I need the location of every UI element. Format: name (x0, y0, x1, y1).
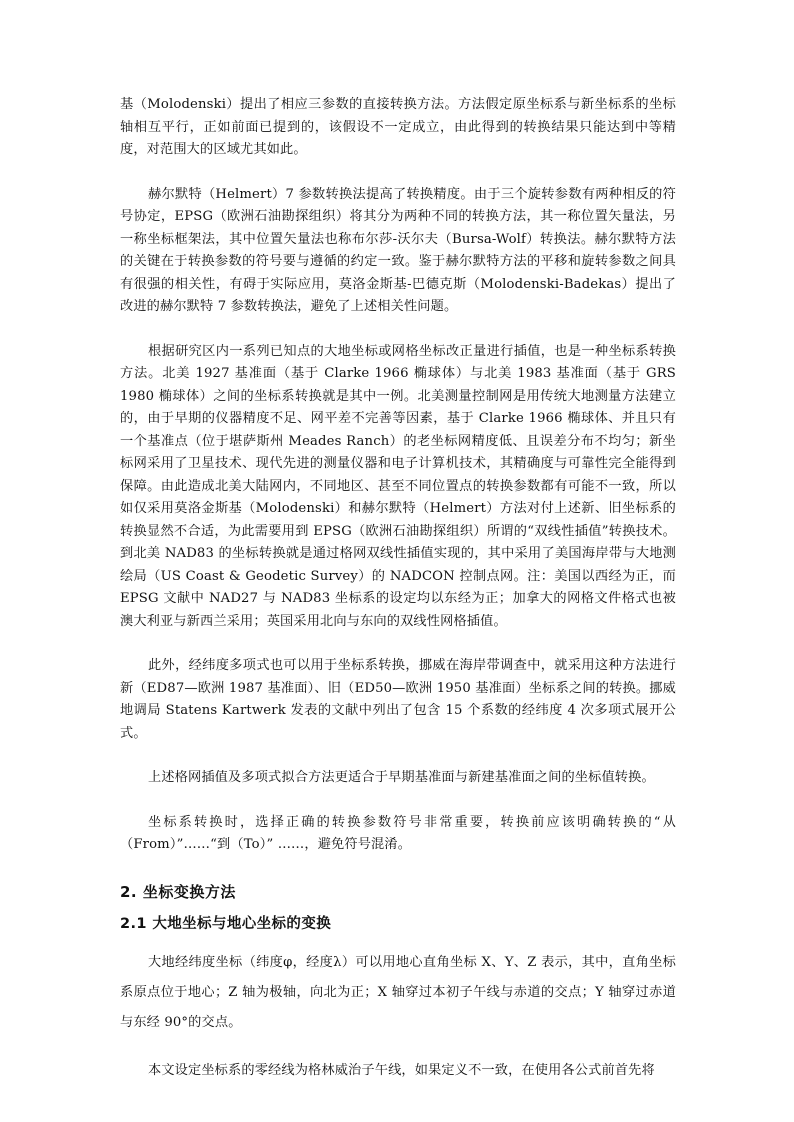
paragraph-prime-meridian: 本文设定坐标系的零经线为格林威治子午线，如果定义不一致，在使用各公式前首先将 (148, 1062, 655, 1078)
subsection-heading: 2.1 大地坐标与地心坐标的变换 (120, 915, 332, 932)
paragraph-grid-interpolation: 根据研究区内一系列已知点的大地坐标或网格坐标改正量进行插值，也是一种坐标系转换方法。北美 1927 基准面（基于 Clarke 1966 椭球体）与北美 1983 基准面（基于 GRS 1980 椭球体）之间的坐标系转换就是其中一例。北美测量控制网是用传统大地测量方法建立的，由于早期的仪器精度不足、网平差不完善等因素，基于 Clarke 1966 椭球体、并且只有一个基准点（位于堪萨斯州 Meades Ranch）的老坐标网精度低、且误差分布不均匀；新坐标网采用了卫星技术、现代先进的测量仪器和电子计算机技术，其精确度与可靠性完全能得到保障。由此造成北美大陆网内，不同地区、甚至不同位置点的转换参数都有可能不一致，所以如仅采用莫洛金斯基（Molodenski）和赫尔默特（Helmert）方法对付上述新、旧坐标系的转换显然不合适，为此需要用到 EPSG（欧洲石油勘探组织）所谓的“双线性插值”转换技术。到北美 NAD83 的坐标转换就是通过格网双线性插值实现的，其中采用了美国海岸带与大地测绘局（US Coast & Geodetic Survey）的 NADCON 控制点网。注：美国以西经为正，而 EPSG 文献中 NAD27 与 NAD83 坐标系的设定均以东经为正；加拿大的网格文件格式也被澳大利亚与新西兰采用；英国采用北向与东向的双线性网格插值。 (120, 343, 676, 629)
paragraph-polynomial: 此外，经纬度多项式也可以用于坐标系转换，挪威在海岸带调查中，就采用这种方法进行新（ED87—欧洲 1987 基准面）、旧（ED50—欧洲 1950 基准面）坐标系之间的转换。挪威地调局 Statens Kartwerk 发表的文献中列出了包含 15 个系数的经纬度 4 次多项式展开公式。 (120, 658, 676, 741)
paragraph-sign-convention: 坐标系转换时，选择正确的转换参数符号非常重要，转换前应该明确转换的“从（From）”……“到（To）” ……，避免符号混淆。 (120, 814, 676, 852)
paragraph-summary: 上述格网插值及多项式拟合方法更适合于早期基准面与新建基准面之间的坐标值转换。 (148, 770, 655, 785)
document-body (120, 94, 676, 1082)
section-heading: 2. 坐标变换方法 (120, 882, 236, 901)
paragraph-molodenski: 基（Molodenski）提出了相应三参数的直接转换方法。方法假定原坐标系与新坐标系的坐标轴相互平行，正如前面已提到的，该假设不一定成立，由此得到的转换结果只能达到中等精度，对范围大的区域尤其如此。 (120, 97, 676, 157)
paragraph-geodetic-coordinates: 大地经纬度坐标（纬度φ，经度λ）可以用地心直角坐标 X、Y、Z 表示，其中，直角坐标系原点位于地心；Z 轴为极轴，向北为正；X 轴穿过本初子午线与赤道的交点；Y 轴穿过赤道与东经 90°的交点。 (120, 954, 676, 1030)
paragraph-helmert: 赫尔默特（Helmert）7 参数转换法提高了转换精度。由于三个旋转参数有两种相反的符号协定，EPSG（欧洲石油勘探组织）将其分为两种不同的转换方法，其一称位置矢量法，另一称坐标框架法，其中位置矢量法也称布尔莎-沃尔夫（Bursa-Wolf）转换法。赫尔默特方法的关键在于转换参数的符号要与遵循的约定一致。鉴于赫尔默特方法的平移和旋转参数之间具有很强的相关性，有碍于实际应用，莫洛金斯基-巴德克斯（Molodenski-Badekas）提出了改进的赫尔默特 7 参数转换法，避免了上述相关性问题。 (120, 186, 676, 314)
